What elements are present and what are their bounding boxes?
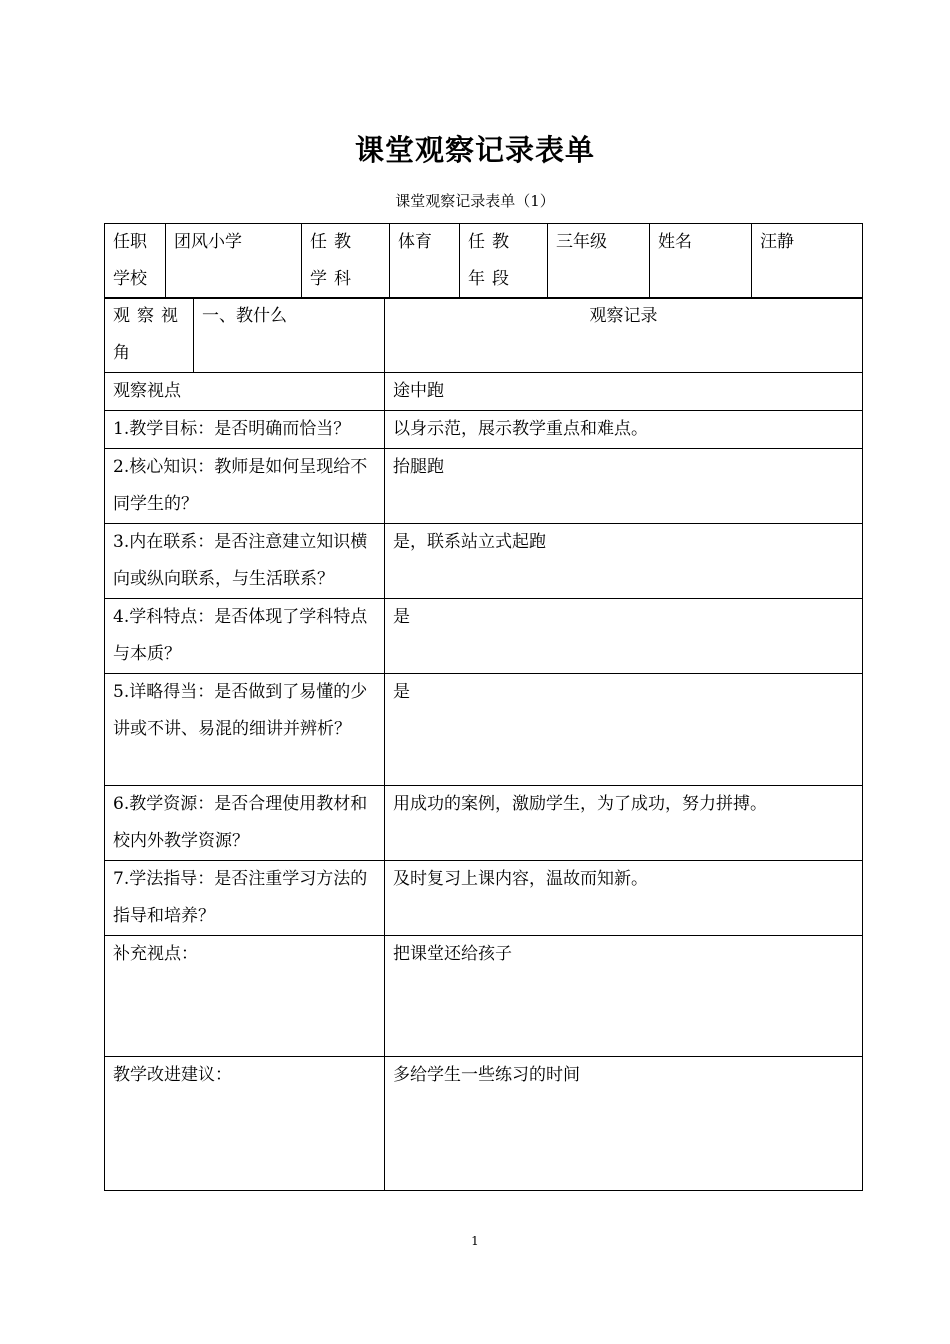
school-value: 团风小学 (166, 224, 302, 299)
school-label: 任职学校 (105, 224, 166, 299)
observation-record: 抬腿跑 (385, 449, 863, 524)
grade-value: 三年级 (548, 224, 650, 299)
document-subtitle: 课堂观察记录表单（1） (395, 192, 555, 210)
perspective-label: 观察视角 (105, 298, 194, 373)
observation-point: 3.内在联系：是否注意建立知识横向或纵向联系，与生活联系？ (105, 524, 385, 599)
table-row (105, 524, 863, 599)
record-header: 观察记录 (385, 298, 863, 373)
observation-table (104, 372, 863, 1191)
observation-point: 6.教学资源：是否合理使用教材和校内外教学资源？ (105, 786, 385, 861)
subject-label: 任教学科 (302, 224, 390, 299)
observation-record: 是 (385, 599, 863, 674)
table-row (105, 1057, 863, 1191)
observation-record: 是，联系站立式起跑 (385, 524, 863, 599)
suggestion-label: 教学改进建议： (105, 1057, 385, 1191)
grade-label: 任教年段 (460, 224, 548, 299)
perspective-value: 一、教什么 (194, 298, 385, 373)
observation-point: 观察视点 (105, 373, 385, 411)
observation-point: 2.核心知识：教师是如何呈现给不同学生的？ (105, 449, 385, 524)
page-number: 1 (471, 1234, 479, 1248)
name-label: 姓名 (650, 224, 752, 299)
suggestion-record: 多给学生一些练习的时间 (385, 1057, 863, 1191)
observation-record: 用成功的案例，激励学生，为了成功，努力拼搏。 (385, 786, 863, 861)
supplement-label: 补充视点： (105, 936, 385, 1057)
table-row (105, 786, 863, 861)
observation-record: 途中跑 (385, 373, 863, 411)
table-row (105, 449, 863, 524)
table-row (105, 861, 863, 936)
teacher-info-table (104, 223, 863, 299)
observation-point: 1.教学目标：是否明确而恰当？ (105, 411, 385, 449)
perspective-table (104, 297, 863, 373)
observation-point: 7.学法指导：是否注重学习方法的指导和培养？ (105, 861, 385, 936)
supplement-record: 把课堂还给孩子 (385, 936, 863, 1057)
observation-record: 以身示范，展示教学重点和难点。 (385, 411, 863, 449)
table-row (105, 411, 863, 449)
subject-value: 体育 (390, 224, 460, 299)
name-value: 汪静 (752, 224, 863, 299)
observation-point: 5.详略得当：是否做到了易懂的少讲或不讲、易混的细讲并辨析？ (105, 674, 385, 786)
table-row (105, 674, 863, 786)
observation-record: 及时复习上课内容，温故而知新。 (385, 861, 863, 936)
table-row (105, 599, 863, 674)
observation-record: 是 (385, 674, 863, 786)
table-row (105, 936, 863, 1057)
document-title: 课堂观察记录表单 (354, 133, 595, 167)
table-row (105, 373, 863, 411)
observation-point: 4.学科特点：是否体现了学科特点与本质？ (105, 599, 385, 674)
